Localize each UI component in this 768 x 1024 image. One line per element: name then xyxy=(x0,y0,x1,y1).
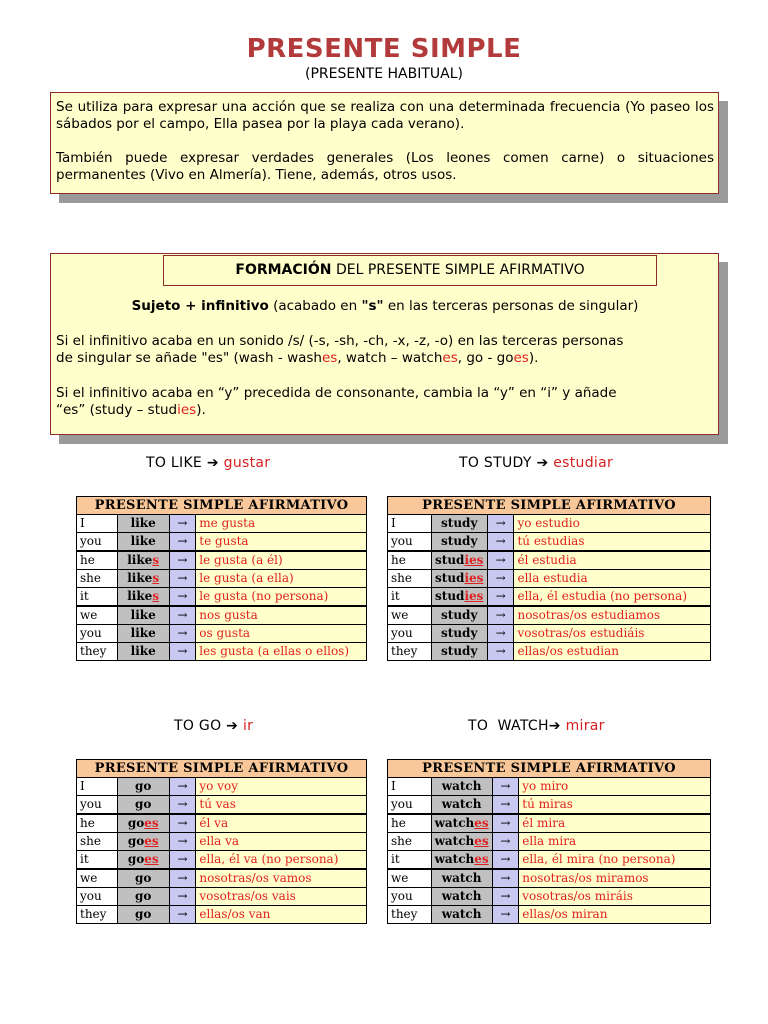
translation-cell: os gusta xyxy=(196,625,367,643)
verb-es: mirar xyxy=(565,718,605,734)
pronoun-cell: she xyxy=(388,570,432,588)
table-row xyxy=(388,515,711,533)
table-row xyxy=(388,588,711,607)
arrow-icon: → xyxy=(487,643,514,661)
table-row xyxy=(77,625,367,643)
pronoun-cell: I xyxy=(388,515,432,533)
pronoun-cell: you xyxy=(77,796,118,815)
pronoun-cell: he xyxy=(77,814,118,833)
arrow-icon: → xyxy=(169,851,196,870)
arrow-icon: → xyxy=(169,778,196,796)
table-title: PRESENTE SIMPLE AFIRMATIVO xyxy=(388,760,711,778)
table-row xyxy=(388,606,711,625)
pronoun-cell: we xyxy=(388,869,432,888)
verb-stem: watch xyxy=(434,852,475,866)
verb-ending: s xyxy=(152,589,160,603)
pronoun-cell: he xyxy=(388,814,432,833)
verb-stem: study xyxy=(441,644,478,658)
verb-ending: s xyxy=(152,553,160,567)
verb-stem: like xyxy=(130,608,156,622)
verb-stem: watch xyxy=(441,889,482,903)
arrow-icon: → xyxy=(492,906,519,924)
y-rule-line-1: Si el infinitivo acaba en “y” precedida de consonante, cambia la “y” en “i” y añade xyxy=(56,385,617,401)
table-row xyxy=(388,570,711,588)
arrow-icon: ➔ xyxy=(536,455,549,471)
pronoun-cell: we xyxy=(77,606,118,625)
pronoun-cell: we xyxy=(77,869,118,888)
es-rule-text-g: ). xyxy=(528,350,539,366)
verb-cell xyxy=(431,906,492,924)
arrow-icon: → xyxy=(169,625,196,643)
table-row xyxy=(388,814,711,833)
verb-ending: s xyxy=(152,571,160,585)
verb-cell xyxy=(117,515,169,533)
verb-stem: go xyxy=(135,797,152,811)
translation-cell: ella va xyxy=(196,833,367,851)
verb-cell xyxy=(117,796,169,815)
table-row xyxy=(388,906,711,924)
translation-cell: ellas/os van xyxy=(196,906,367,924)
table-row xyxy=(77,814,367,833)
table-row xyxy=(77,643,367,661)
translation-cell: ella mira xyxy=(519,833,711,851)
verb-ending: ies xyxy=(464,589,484,603)
translation-cell: vosotras/os vais xyxy=(196,888,367,906)
pronoun-cell: you xyxy=(77,625,118,643)
rule-mid: (acabado en xyxy=(268,298,362,314)
es-rule-text-e: , go - go xyxy=(457,350,514,366)
rule-end: en las terceras personas de singular) xyxy=(383,298,639,314)
table-row xyxy=(77,588,367,607)
intro-box xyxy=(50,92,719,194)
es-rule-text-a: de singular se añade "es" (wash - wash xyxy=(56,350,322,366)
table-row xyxy=(388,778,711,796)
pronoun-cell: it xyxy=(77,851,118,870)
pronoun-cell: you xyxy=(388,533,432,552)
translation-cell: les gusta (a ellas o ellos) xyxy=(196,643,367,661)
rule-bold-a: Sujeto + infinitivo xyxy=(131,298,269,314)
translation-cell: tú estudias xyxy=(514,533,711,552)
table-row xyxy=(388,625,711,643)
arrow-icon: → xyxy=(169,570,196,588)
translation-cell: le gusta (a él) xyxy=(196,551,367,570)
verb-cell xyxy=(431,888,492,906)
arrow-icon: → xyxy=(492,888,519,906)
arrow-icon: → xyxy=(169,906,196,924)
arrow-icon: → xyxy=(492,869,519,888)
pronoun-cell: you xyxy=(77,533,118,552)
pronoun-cell: they xyxy=(77,906,118,924)
formation-heading-bold: FORMACIÓN xyxy=(235,262,332,278)
verb-cell xyxy=(117,643,169,661)
verb-stem: study xyxy=(441,608,478,622)
verb-cell xyxy=(431,643,487,661)
verb-stem: like xyxy=(127,571,153,585)
arrow-icon: → xyxy=(487,533,514,552)
pronoun-cell: she xyxy=(388,833,432,851)
pronoun-cell: we xyxy=(388,606,432,625)
arrow-icon: → xyxy=(492,778,519,796)
verb-stem: like xyxy=(130,626,156,640)
formation-box xyxy=(50,253,719,435)
verb-cell xyxy=(117,588,169,607)
arrow-icon: ➔ xyxy=(548,718,561,734)
pronoun-cell: you xyxy=(388,796,432,815)
translation-cell: ella estudia xyxy=(514,570,711,588)
es-rule-line-2 xyxy=(56,350,714,367)
translation-cell: yo miro xyxy=(519,778,711,796)
arrow-icon: → xyxy=(169,606,196,625)
verb-heading-watch xyxy=(468,718,605,734)
pronoun-cell: they xyxy=(388,643,432,661)
verb-stem: stud xyxy=(435,553,465,567)
rule-bold-b: "s" xyxy=(361,298,384,314)
formation-rule xyxy=(56,298,714,315)
verb-ending: es xyxy=(474,834,489,848)
verb-ending: es xyxy=(144,816,159,830)
verb-es: ir xyxy=(242,718,254,734)
es-rule-line-1: Si el infinitivo acaba en un sonido /s/ (-s, -sh, -ch, -x, -z, -o) en las terceras personas xyxy=(56,333,624,349)
verb-cell xyxy=(117,551,169,570)
conjugation-table-study xyxy=(387,496,711,661)
verb-stem: watch xyxy=(434,816,475,830)
arrow-icon: → xyxy=(487,625,514,643)
verb-cell xyxy=(117,851,169,870)
translation-cell: él mira xyxy=(519,814,711,833)
es-rule-ending-a: es xyxy=(321,350,338,366)
page-title: PRESENTE SIMPLE xyxy=(246,34,522,64)
translation-cell: tú miras xyxy=(519,796,711,815)
table-row xyxy=(388,796,711,815)
table-row xyxy=(77,570,367,588)
verb-stem: go xyxy=(135,779,152,793)
y-rule-text-c: ). xyxy=(196,402,206,418)
verb-cell xyxy=(117,625,169,643)
verb-en: TO STUDY xyxy=(459,455,532,471)
pronoun-cell: you xyxy=(388,625,432,643)
table-row xyxy=(388,551,711,570)
translation-cell: ella, él va (no persona) xyxy=(196,851,367,870)
arrow-icon: → xyxy=(492,833,519,851)
verb-cell xyxy=(431,570,487,588)
es-rule-ending-d: es xyxy=(442,350,458,366)
arrow-icon: → xyxy=(492,814,519,833)
verb-stem: go xyxy=(135,907,152,921)
verb-cell xyxy=(117,833,169,851)
page-subtitle: (PRESENTE HABITUAL) xyxy=(304,66,463,82)
verb-cell xyxy=(431,796,492,815)
verb-heading-like xyxy=(146,455,270,471)
conjugation-table-go xyxy=(76,759,367,924)
translation-cell: ellas/os estudian xyxy=(514,643,711,661)
verb-stem: watch xyxy=(441,797,482,811)
arrow-icon: → xyxy=(169,551,196,570)
conjugation-table-like xyxy=(76,496,367,661)
verb-stem: like xyxy=(127,589,153,603)
verb-heading-go xyxy=(174,718,253,734)
pronoun-cell: I xyxy=(388,778,432,796)
translation-cell: él estudia xyxy=(514,551,711,570)
table-row xyxy=(77,778,367,796)
translation-cell: le gusta (no persona) xyxy=(196,588,367,607)
verb-ending: ies xyxy=(464,553,484,567)
arrow-icon: → xyxy=(487,515,514,533)
verb-cell xyxy=(431,814,492,833)
table-row xyxy=(77,851,367,870)
arrow-icon: → xyxy=(169,833,196,851)
y-rule-line-2 xyxy=(56,402,714,419)
table-row xyxy=(388,869,711,888)
table-row xyxy=(77,551,367,570)
verb-en: TO WATCH xyxy=(468,718,549,734)
verb-stem: go xyxy=(135,871,152,885)
table-title: PRESENTE SIMPLE AFIRMATIVO xyxy=(77,497,367,515)
translation-cell: ella, él estudia (no persona) xyxy=(514,588,711,607)
arrow-icon: → xyxy=(169,869,196,888)
verb-stem: go xyxy=(135,889,152,903)
translation-cell: ellas/os miran xyxy=(519,906,711,924)
es-rule-ending-f: es xyxy=(513,350,529,366)
arrow-icon: → xyxy=(169,643,196,661)
verb-stem: like xyxy=(130,644,156,658)
translation-cell: le gusta (a ella) xyxy=(196,570,367,588)
pronoun-cell: it xyxy=(77,588,118,607)
verb-stem: watch xyxy=(441,871,482,885)
arrow-icon: → xyxy=(169,796,196,815)
arrow-icon: → xyxy=(487,570,514,588)
arrow-icon: → xyxy=(169,888,196,906)
verb-stem: go xyxy=(127,816,145,830)
verb-stem: like xyxy=(130,516,156,530)
verb-stem: like xyxy=(130,534,156,548)
arrow-icon: → xyxy=(487,588,514,607)
verb-stem: go xyxy=(127,834,145,848)
arrow-icon: → xyxy=(487,606,514,625)
pronoun-cell: it xyxy=(388,588,432,607)
table-title: PRESENTE SIMPLE AFIRMATIVO xyxy=(388,497,711,515)
table-row xyxy=(77,888,367,906)
formation-heading xyxy=(163,255,657,286)
verb-stem: study xyxy=(441,626,478,640)
verb-cell xyxy=(431,851,492,870)
pronoun-cell: you xyxy=(77,888,118,906)
translation-cell: nos gusta xyxy=(196,606,367,625)
verb-ending: es xyxy=(474,852,489,866)
conjugation-table-watch xyxy=(387,759,711,924)
pronoun-cell: they xyxy=(388,906,432,924)
table-row xyxy=(388,533,711,552)
y-rule-ending: ies xyxy=(177,402,197,418)
verb-ending: es xyxy=(144,852,159,866)
translation-cell: yo estudio xyxy=(514,515,711,533)
verb-en: TO GO xyxy=(174,718,222,734)
verb-cell xyxy=(117,888,169,906)
arrow-icon: ➔ xyxy=(226,718,239,734)
pronoun-cell: he xyxy=(77,551,118,570)
verb-es: gustar xyxy=(223,455,271,471)
verb-cell xyxy=(117,606,169,625)
verb-cell xyxy=(431,588,487,607)
arrow-icon: → xyxy=(487,551,514,570)
verb-cell xyxy=(431,778,492,796)
verb-stem: watch xyxy=(441,779,482,793)
arrow-icon: → xyxy=(169,533,196,552)
es-rule-text-c: , watch – watch xyxy=(337,350,443,366)
translation-cell: nosotras/os miramos xyxy=(519,869,711,888)
pronoun-cell: you xyxy=(388,888,432,906)
verb-stem: go xyxy=(127,852,145,866)
arrow-icon: → xyxy=(169,814,196,833)
translation-cell: te gusta xyxy=(196,533,367,552)
pronoun-cell: she xyxy=(77,833,118,851)
table-row xyxy=(77,533,367,552)
verb-cell xyxy=(431,625,487,643)
verb-ending: es xyxy=(474,816,489,830)
verb-stem: watch xyxy=(434,834,475,848)
translation-cell: vosotras/os estudiáis xyxy=(514,625,711,643)
intro-paragraph-2: También puede expresar verdades generales (Los leones comen carne) o situaciones permanentes (Vivo en Almería). Tiene, además, otros usos. xyxy=(56,150,714,183)
table-row xyxy=(77,869,367,888)
table-row xyxy=(77,796,367,815)
verb-ending: es xyxy=(144,834,159,848)
verb-stem: stud xyxy=(435,571,465,585)
pronoun-cell: it xyxy=(388,851,432,870)
table-row xyxy=(388,888,711,906)
arrow-icon: → xyxy=(492,851,519,870)
verb-stem: watch xyxy=(441,907,482,921)
translation-cell: me gusta xyxy=(196,515,367,533)
y-rule-text-a: “es” (study – stud xyxy=(56,402,178,418)
table-row xyxy=(388,851,711,870)
verb-cell xyxy=(431,869,492,888)
table-title: PRESENTE SIMPLE AFIRMATIVO xyxy=(77,760,367,778)
pronoun-cell: he xyxy=(388,551,432,570)
translation-cell: yo voy xyxy=(196,778,367,796)
verb-cell xyxy=(431,551,487,570)
arrow-icon: → xyxy=(169,588,196,607)
verb-stem: stud xyxy=(435,589,465,603)
table-row xyxy=(388,833,711,851)
translation-cell: nosotras/os vamos xyxy=(196,869,367,888)
pronoun-cell: I xyxy=(77,515,118,533)
verb-cell xyxy=(117,906,169,924)
intro-paragraph-1: Se utiliza para expresar una acción que se realiza con una determinada frecuencia (Yo paseo los sábados por el campo, Ella pasea por la playa cada verano). xyxy=(56,99,714,132)
verb-stem: like xyxy=(127,553,153,567)
table-row xyxy=(77,515,367,533)
pronoun-cell: they xyxy=(77,643,118,661)
arrow-icon: → xyxy=(492,796,519,815)
formation-heading-rest: DEL PRESENTE SIMPLE AFIRMATIVO xyxy=(331,262,585,278)
verb-cell xyxy=(117,778,169,796)
verb-cell xyxy=(431,606,487,625)
arrow-icon: → xyxy=(169,515,196,533)
translation-cell: él va xyxy=(196,814,367,833)
verb-es: estudiar xyxy=(553,455,614,471)
translation-cell: ella, él mira (no persona) xyxy=(519,851,711,870)
verb-stem: study xyxy=(441,534,478,548)
table-row xyxy=(77,906,367,924)
verb-en: TO LIKE xyxy=(146,455,203,471)
verb-cell xyxy=(117,869,169,888)
translation-cell: nosotras/os estudiamos xyxy=(514,606,711,625)
table-row xyxy=(77,833,367,851)
translation-cell: tú vas xyxy=(196,796,367,815)
table-row xyxy=(77,606,367,625)
pronoun-cell: I xyxy=(77,778,118,796)
verb-cell xyxy=(431,833,492,851)
verb-stem: study xyxy=(441,516,478,530)
pronoun-cell: she xyxy=(77,570,118,588)
verb-cell xyxy=(431,515,487,533)
verb-cell xyxy=(117,814,169,833)
verb-cell xyxy=(117,570,169,588)
table-row xyxy=(388,643,711,661)
arrow-icon: ➔ xyxy=(206,455,219,471)
verb-heading-study xyxy=(459,455,613,471)
translation-cell: vosotras/os miráis xyxy=(519,888,711,906)
verb-ending: ies xyxy=(464,571,484,585)
verb-cell xyxy=(431,533,487,552)
verb-cell xyxy=(117,533,169,552)
